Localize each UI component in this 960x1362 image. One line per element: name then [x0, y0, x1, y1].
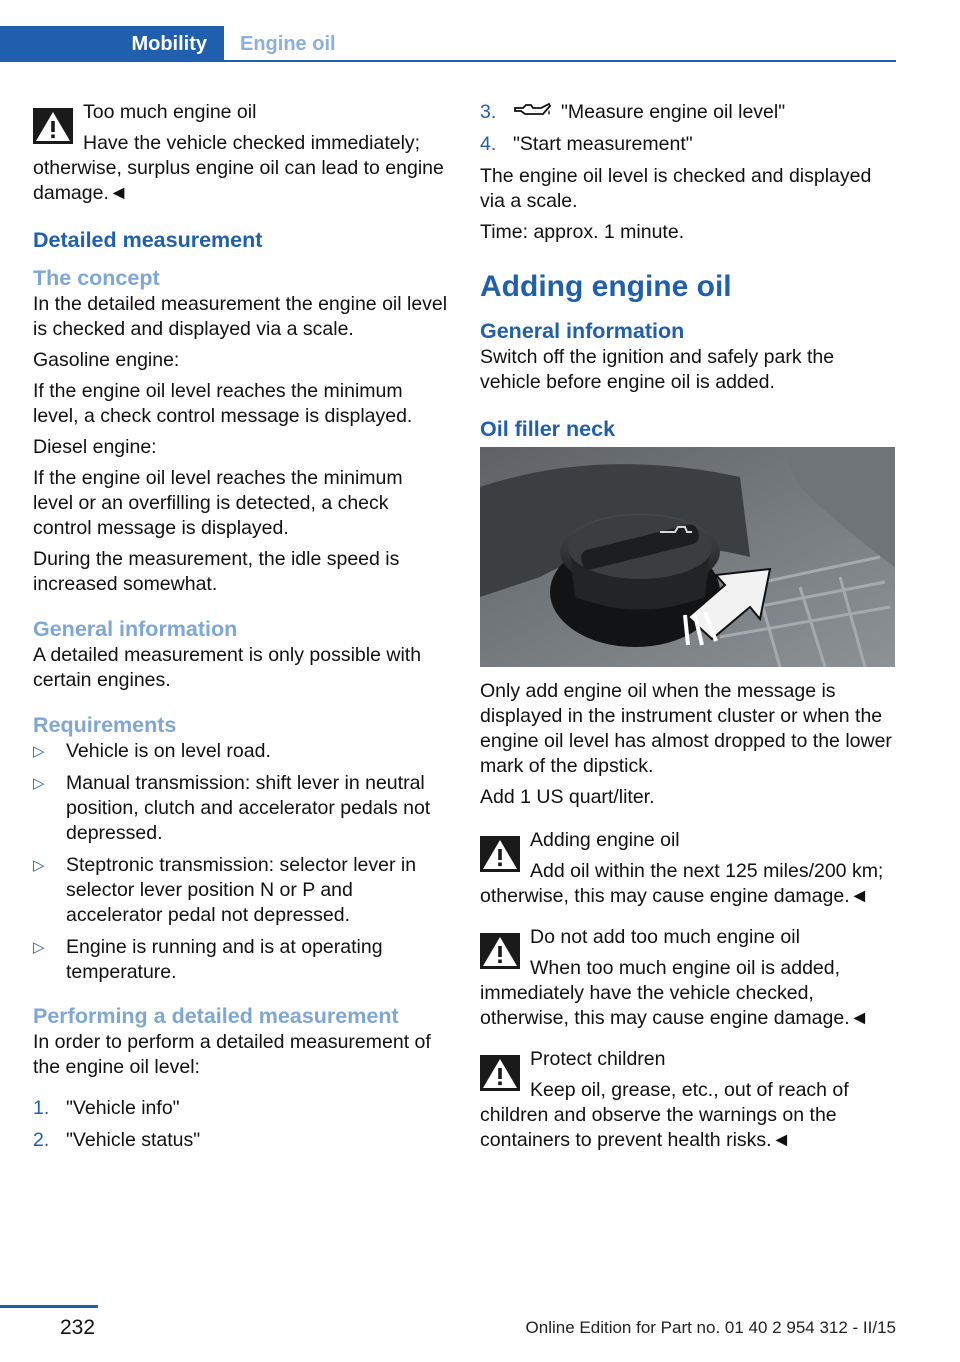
warning-title: Too much engine oil [83, 101, 257, 123]
list-item: 2. "Vehicle status" [33, 1129, 201, 1151]
warning-protect-children [480, 1047, 895, 1153]
warning-triangle-icon [480, 836, 520, 872]
list-item: 4. "Start measurement" [480, 133, 693, 155]
quart-text: Add 1 US quart/liter. [480, 786, 655, 808]
list-item: 3. "Measure engine oil level" [480, 101, 786, 123]
general-info-text: A detailed measurement is only possible with certain engines. [33, 644, 422, 691]
footer-rule [0, 1305, 98, 1308]
list-item: ▷ Engine is running and is at operating temperature. [33, 936, 383, 983]
requirements-heading: Requirements [33, 713, 177, 737]
warning-triangle-icon [480, 933, 520, 969]
header-topic-tab [224, 26, 336, 62]
warning-body: Keep oil, grease, etc., out of reach of children and observe the warnings on the containers to prevent health risks.◄ [480, 1079, 849, 1151]
header-section-label: Mobility [131, 32, 207, 55]
warning-triangle-icon [33, 108, 73, 144]
triangle-bullet-icon: ▷ [33, 857, 45, 874]
general-info-text-right: Switch off the ignition and safely park the vehicle before engine oil is added. [480, 346, 835, 393]
general-info-heading-right: General information [480, 319, 685, 343]
warning-too-much-oil-right [480, 925, 895, 1031]
add-oil-text: Only add engine oil when the message is displayed in the instrument cluster or when the engine oil level has almost dropped to the lower mark of the dipstick. [480, 680, 892, 777]
warning-adding-oil [480, 828, 895, 909]
idle-text: During the measurement, the idle speed is increased somewhat. [33, 548, 400, 595]
list-item: ▷ Manual transmission: shift lever in neutral position, clutch and accelerator pedals not depressed. [33, 772, 431, 844]
concept-heading: The concept [33, 266, 160, 290]
warning-body: When too much engine oil is added, immediately have the vehicle checked, otherwise, this may cause engine damage.◄ [480, 957, 869, 1029]
header-section-tab [0, 26, 224, 62]
warning-body: Have the vehicle checked immediately; otherwise, surplus engine oil can lead to engine damage.◄ [33, 132, 444, 204]
time-text: Time: approx. 1 minute. [480, 221, 685, 243]
edition-text: Online Edition for Part no. 01 40 2 954 312 - II/15 [525, 1318, 896, 1337]
general-info-heading: General information [33, 617, 238, 641]
gasoline-text: If the engine oil level reaches the minimum level, a check control message is displayed. [33, 380, 413, 427]
triangle-bullet-icon: ▷ [33, 743, 45, 760]
diesel-text: If the engine oil level reaches the minimum level or an overfilling is detected, a check control message is displayed. [33, 467, 403, 539]
list-item: 1. "Vehicle info" [33, 1097, 180, 1119]
warning-title: Protect children [530, 1048, 666, 1070]
warning-title: Adding engine oil [530, 829, 680, 851]
result-text: The engine oil level is checked and displayed via a scale. [480, 165, 872, 212]
steps-list [33, 1096, 448, 1153]
header-rule [224, 60, 896, 62]
right-column [480, 100, 895, 1159]
concept-text: In the detailed measurement the engine oil level is checked and displayed via a scale. [33, 293, 448, 340]
adding-engine-oil-heading: Adding engine oil [480, 270, 732, 303]
detailed-measurement-heading: Detailed measurement [33, 228, 263, 252]
oil-filler-neck-heading: Oil filler neck [480, 417, 616, 441]
warning-too-much-oil [33, 100, 448, 206]
gasoline-label: Gasoline engine: [33, 349, 180, 371]
header-topic-label: Engine oil [240, 32, 336, 55]
steps-list-continued [480, 100, 895, 157]
triangle-bullet-icon: ▷ [33, 775, 45, 792]
warning-body: Add oil within the next 125 miles/200 km; otherwise, this may cause engine damage.◄ [480, 860, 884, 907]
oil-filler-cap-photo [480, 447, 895, 667]
page-number: 232 [60, 1316, 96, 1339]
warning-triangle-icon [480, 1055, 520, 1091]
list-item: ▷ Steptronic transmission: selector lever in selector lever position N or P and accelerator pedal not depressed. [33, 854, 417, 926]
triangle-bullet-icon: ▷ [33, 939, 45, 956]
perform-text: In order to perform a detailed measurement of the engine oil level: [33, 1031, 431, 1078]
list-item: ▷ Vehicle is on level road. [33, 740, 271, 762]
oil-can-icon [513, 101, 553, 121]
left-column [33, 100, 448, 1160]
diesel-label: Diesel engine: [33, 436, 157, 458]
perform-measurement-heading: Performing a detailed measurement [33, 1004, 399, 1028]
warning-title: Do not add too much engine oil [530, 926, 800, 948]
requirements-list [33, 739, 448, 985]
